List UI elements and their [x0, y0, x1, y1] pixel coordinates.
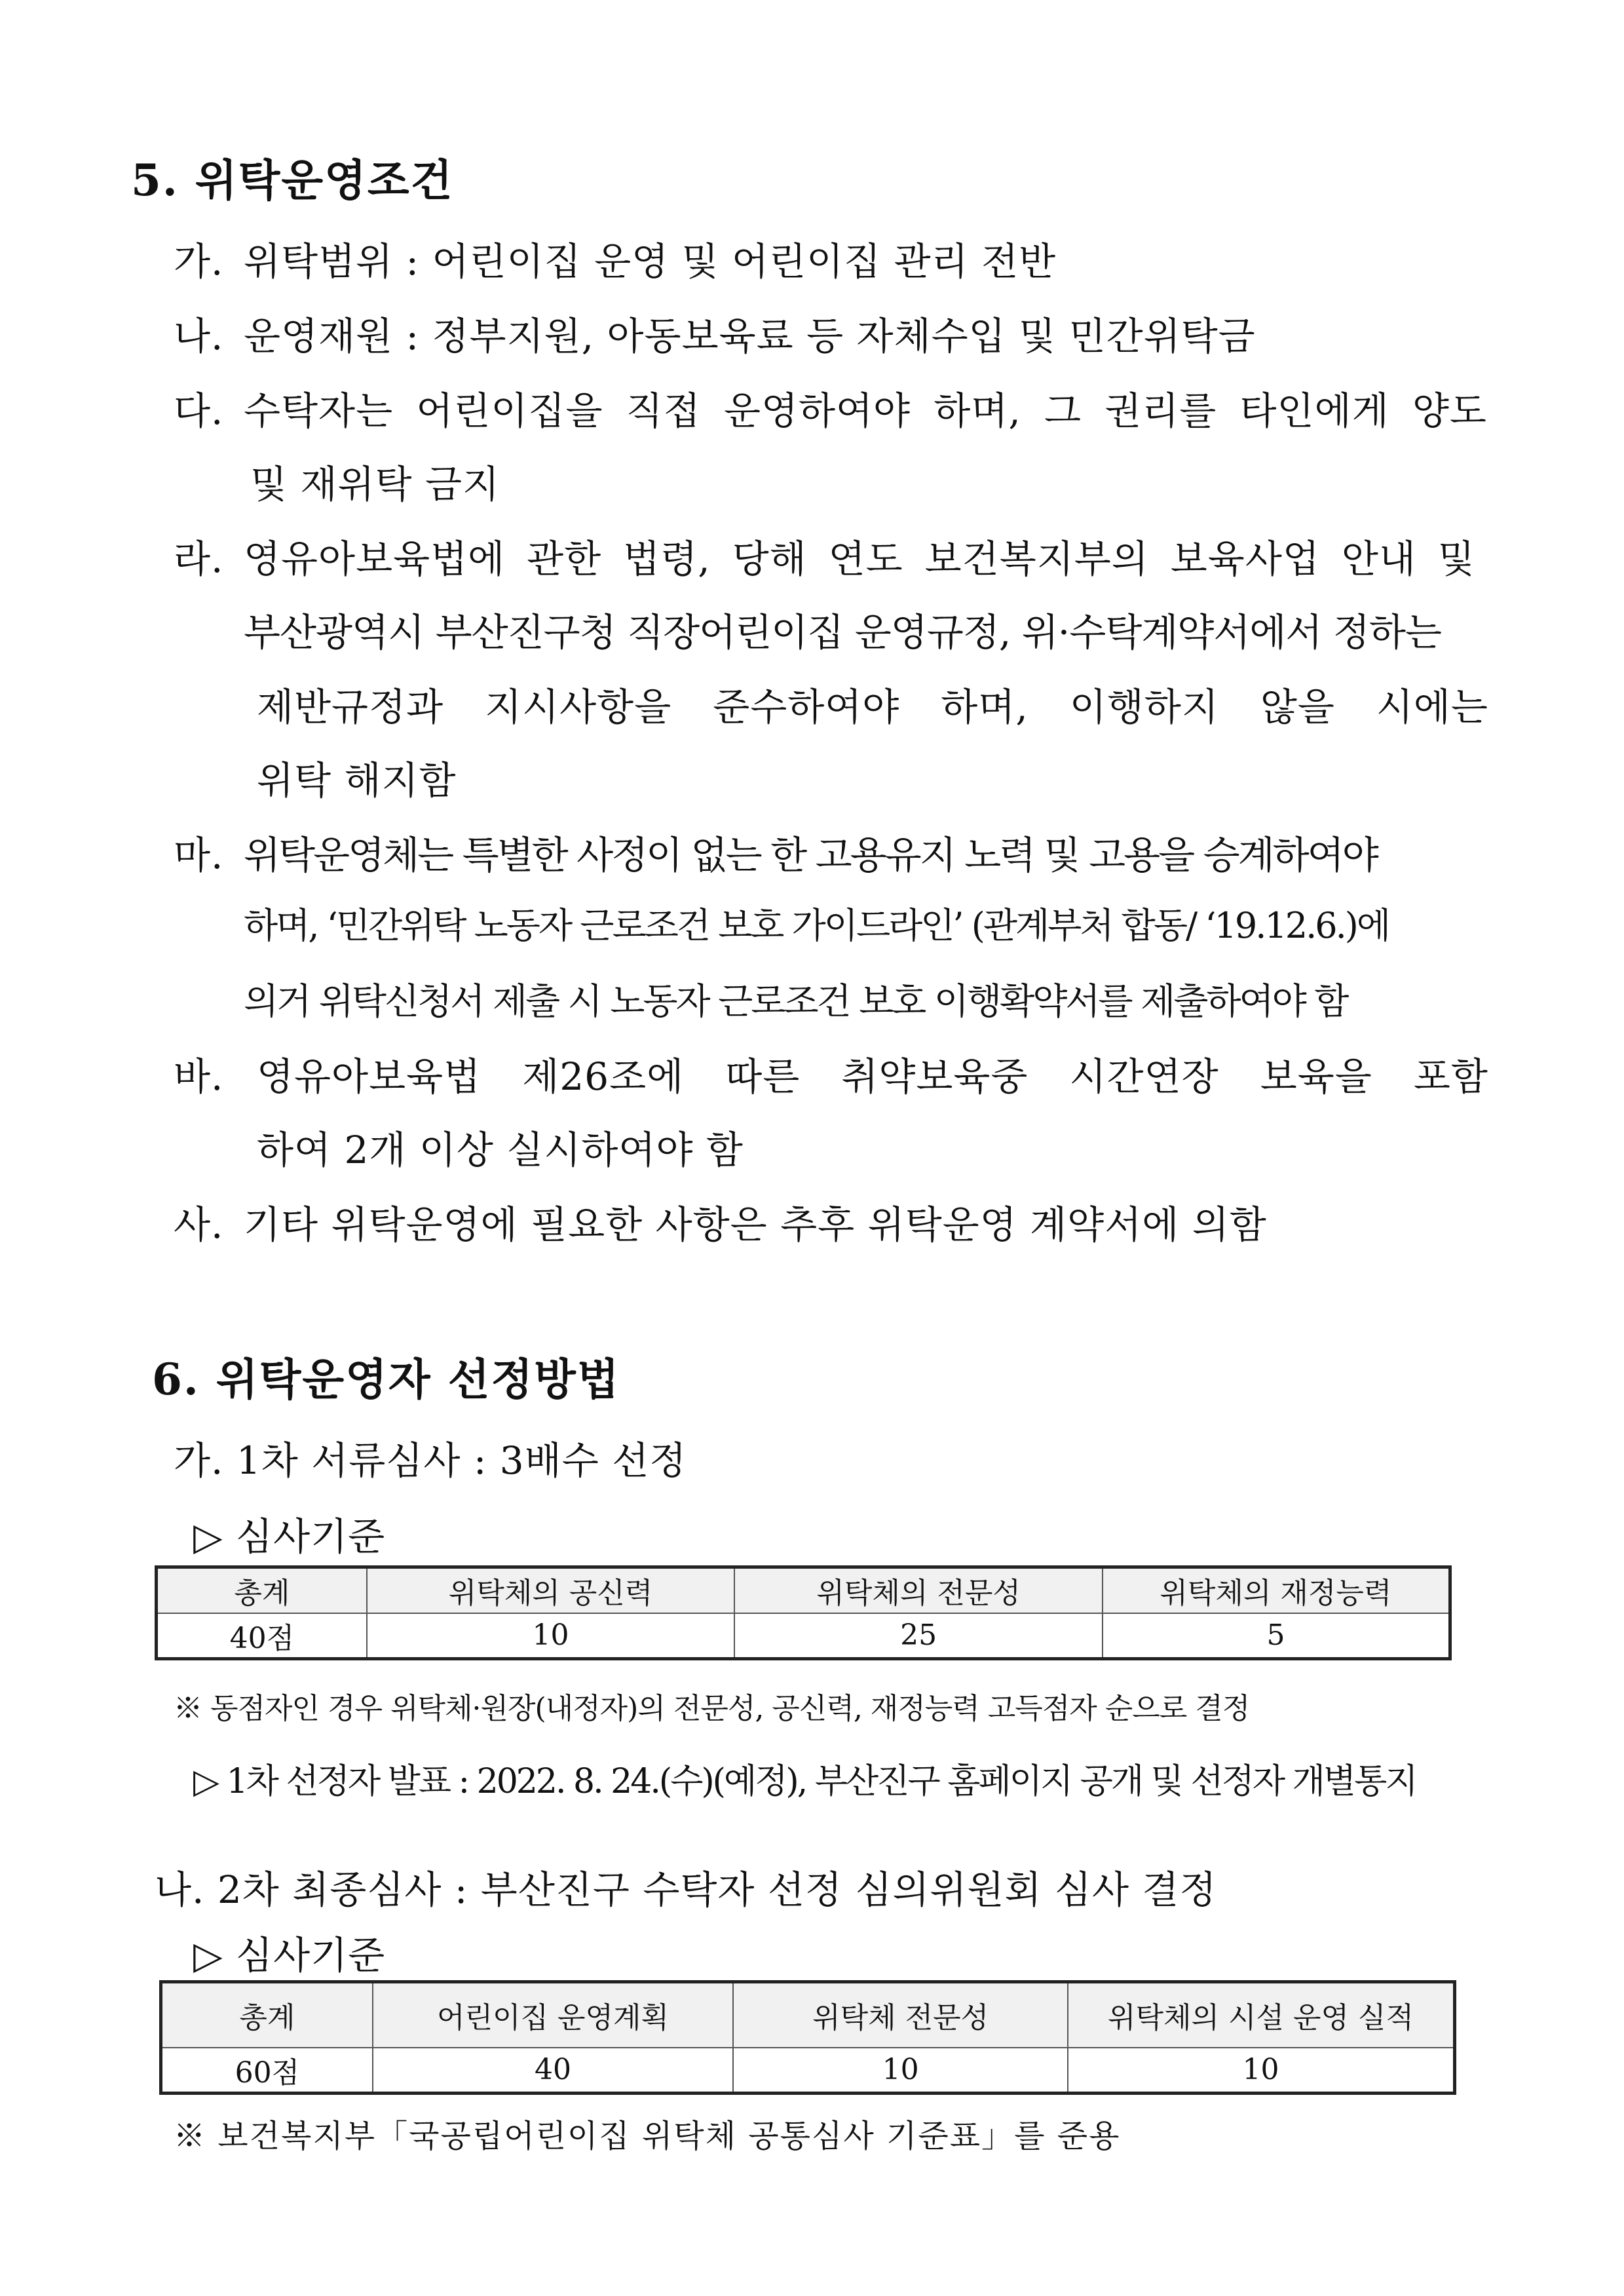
step2-criteria-table: [159, 1980, 1456, 2095]
word: 양도: [1412, 389, 1487, 433]
word: 보육사업: [1170, 537, 1320, 581]
section6-title: 6. 위탁운영자 선정방법: [152, 1354, 620, 1405]
word: 및: [1437, 537, 1475, 581]
word: 관한: [527, 537, 602, 581]
s5-item-ga-line1: 위탁범위 : 어린이집 운영 및 어린이집 관리 전반: [244, 239, 1057, 284]
s5-item-ga-marker: 가.: [174, 239, 224, 284]
s5-item-ba-line2: 하여 2개 이상 실시하여야 함: [257, 1128, 744, 1172]
table-cell: 40점: [157, 1613, 367, 1659]
word: 수탁자는: [244, 389, 394, 433]
table-cell: 60점: [161, 2048, 373, 2094]
s5-item-ra-line4: 위탁 해지함: [257, 758, 457, 803]
s5-item-da-line2: 및 재위탁 금지: [250, 462, 500, 507]
word: 연도: [828, 537, 903, 581]
s5-item-da-line1: [244, 380, 1487, 435]
step2-heading: 나. 2차 최종심사 : 부산진구 수탁자 선정 심의위원회 심사 결정: [155, 1867, 1217, 1912]
word: 지시사항을: [485, 685, 672, 729]
step1-criteria-table: [155, 1565, 1452, 1660]
word: 취약보육중: [841, 1054, 1029, 1099]
s5-item-sa-line1: 기타 위탁운영에 필요한 사항은 추후 위탁운영 계약서에 의함: [244, 1202, 1267, 1247]
word: 보육을: [1260, 1054, 1372, 1099]
table-header-cell: 어린이집 운영계획: [373, 1982, 734, 2048]
table-header-row: [157, 1567, 1450, 1613]
word: 준수하여야: [713, 685, 900, 729]
word: 당해: [732, 537, 807, 581]
step1-heading: 가. 1차 서류심사 : 3배수 선정: [174, 1438, 687, 1483]
s5-item-ma-line1: 위탁운영체는 특별한 사정이 없는 한 고용유지 노력 및 고용을 승계하여야: [244, 833, 1377, 877]
word: 운영하여야: [723, 389, 911, 433]
word: 하며,: [934, 389, 1021, 433]
table-header-cell: 위탁체 전문성: [733, 1982, 1068, 2048]
s5-item-ra-line2: 부산광역시 부산진구청 직장어린이집 운영규정, 위·수탁계약서에서 정하는: [244, 610, 1441, 655]
table-header-cell: 위탁체의 전문성: [734, 1567, 1103, 1613]
word: 보건복지부의: [924, 537, 1149, 581]
word: 않을: [1260, 685, 1335, 729]
s5-item-ba-line1: [257, 1046, 1488, 1101]
word: 제26조에: [522, 1054, 685, 1099]
s5-item-ma-marker: 마.: [174, 833, 224, 877]
s5-item-ma-line3: 의거 위탁신청서 제출 시 노동자 근로조건 보호 이행확약서를 제출하여야 함: [244, 980, 1348, 1022]
word: 직접: [626, 389, 701, 433]
table-cell: 25: [734, 1613, 1103, 1659]
s5-item-sa-marker: 사.: [174, 1202, 224, 1247]
step1-note: ※ 동점자인 경우 위탁체·원장(내정자)의 전문성, 공신력, 재정능력 고득점자 순으로 결정: [174, 1692, 1250, 1725]
step2-note: ※ 보건복지부「국공립어린이집 위탁체 공통심사 기준표」를 준용: [174, 2118, 1121, 2154]
s5-item-ra-line1: [244, 528, 1475, 583]
word: 시간연장: [1069, 1054, 1219, 1099]
table-row: [157, 1613, 1450, 1659]
table-header-cell: 위탁체의 시설 운영 실적: [1068, 1982, 1455, 2048]
word: 영유아보육법: [257, 1054, 482, 1099]
step1-announcement: ▷ 1차 선정자 발표 : 2022. 8. 24.(수)(예정), 부산진구 홈페이지 공개 및 선정자 개별통지: [193, 1762, 1416, 1801]
word: 권리를: [1105, 389, 1217, 433]
word: 안내: [1341, 537, 1416, 581]
table-header-cell: 총계: [157, 1567, 367, 1613]
s5-item-ra-marker: 라.: [174, 537, 224, 581]
table-header-cell: 총계: [161, 1982, 373, 2048]
s5-item-na-marker: 나.: [174, 314, 224, 358]
word: 어린이집을: [416, 389, 603, 433]
step1-criteria-label: ▷ 심사기준: [193, 1514, 386, 1559]
s5-item-ba-marker: 바.: [174, 1054, 224, 1099]
word: 하며,: [941, 685, 1029, 729]
table-cell: 5: [1103, 1613, 1450, 1659]
word: 법령,: [623, 537, 711, 581]
section5-title: 5. 위탁운영조건: [131, 155, 454, 206]
s5-item-na-line1: 운영재원 : 정부지원, 아동보육료 등 자체수입 및 민간위탁금: [244, 314, 1256, 358]
table-cell: 10: [1068, 2048, 1455, 2094]
word: 그: [1044, 389, 1082, 433]
table-cell: 40: [373, 2048, 734, 2094]
word: 타인에게: [1239, 389, 1389, 433]
word: 포함: [1413, 1054, 1488, 1099]
step2-criteria-label: ▷ 심사기준: [193, 1933, 386, 1978]
word: 이행하지: [1069, 685, 1219, 729]
s5-item-ma-line2: 하며, ‘민간위탁 노동자 근로조건 보호 가이드라인’ (관계부처 합동/ ‘19.12.6.)에: [244, 905, 1389, 946]
word: 영유아보육법에: [244, 537, 506, 581]
table-row: [161, 2048, 1455, 2094]
word: 제반규정과: [257, 685, 444, 729]
table-header-cell: 위탁체의 재정능력: [1103, 1567, 1450, 1613]
table-cell: 10: [733, 2048, 1068, 2094]
table-header-row: [161, 1982, 1455, 2048]
word: 시에는: [1376, 685, 1488, 729]
table-header-cell: 위탁체의 공신력: [367, 1567, 735, 1613]
table-cell: 10: [367, 1613, 735, 1659]
s5-item-da-marker: 다.: [174, 389, 224, 433]
word: 따른: [725, 1054, 801, 1099]
s5-item-ra-line3: [257, 676, 1488, 731]
